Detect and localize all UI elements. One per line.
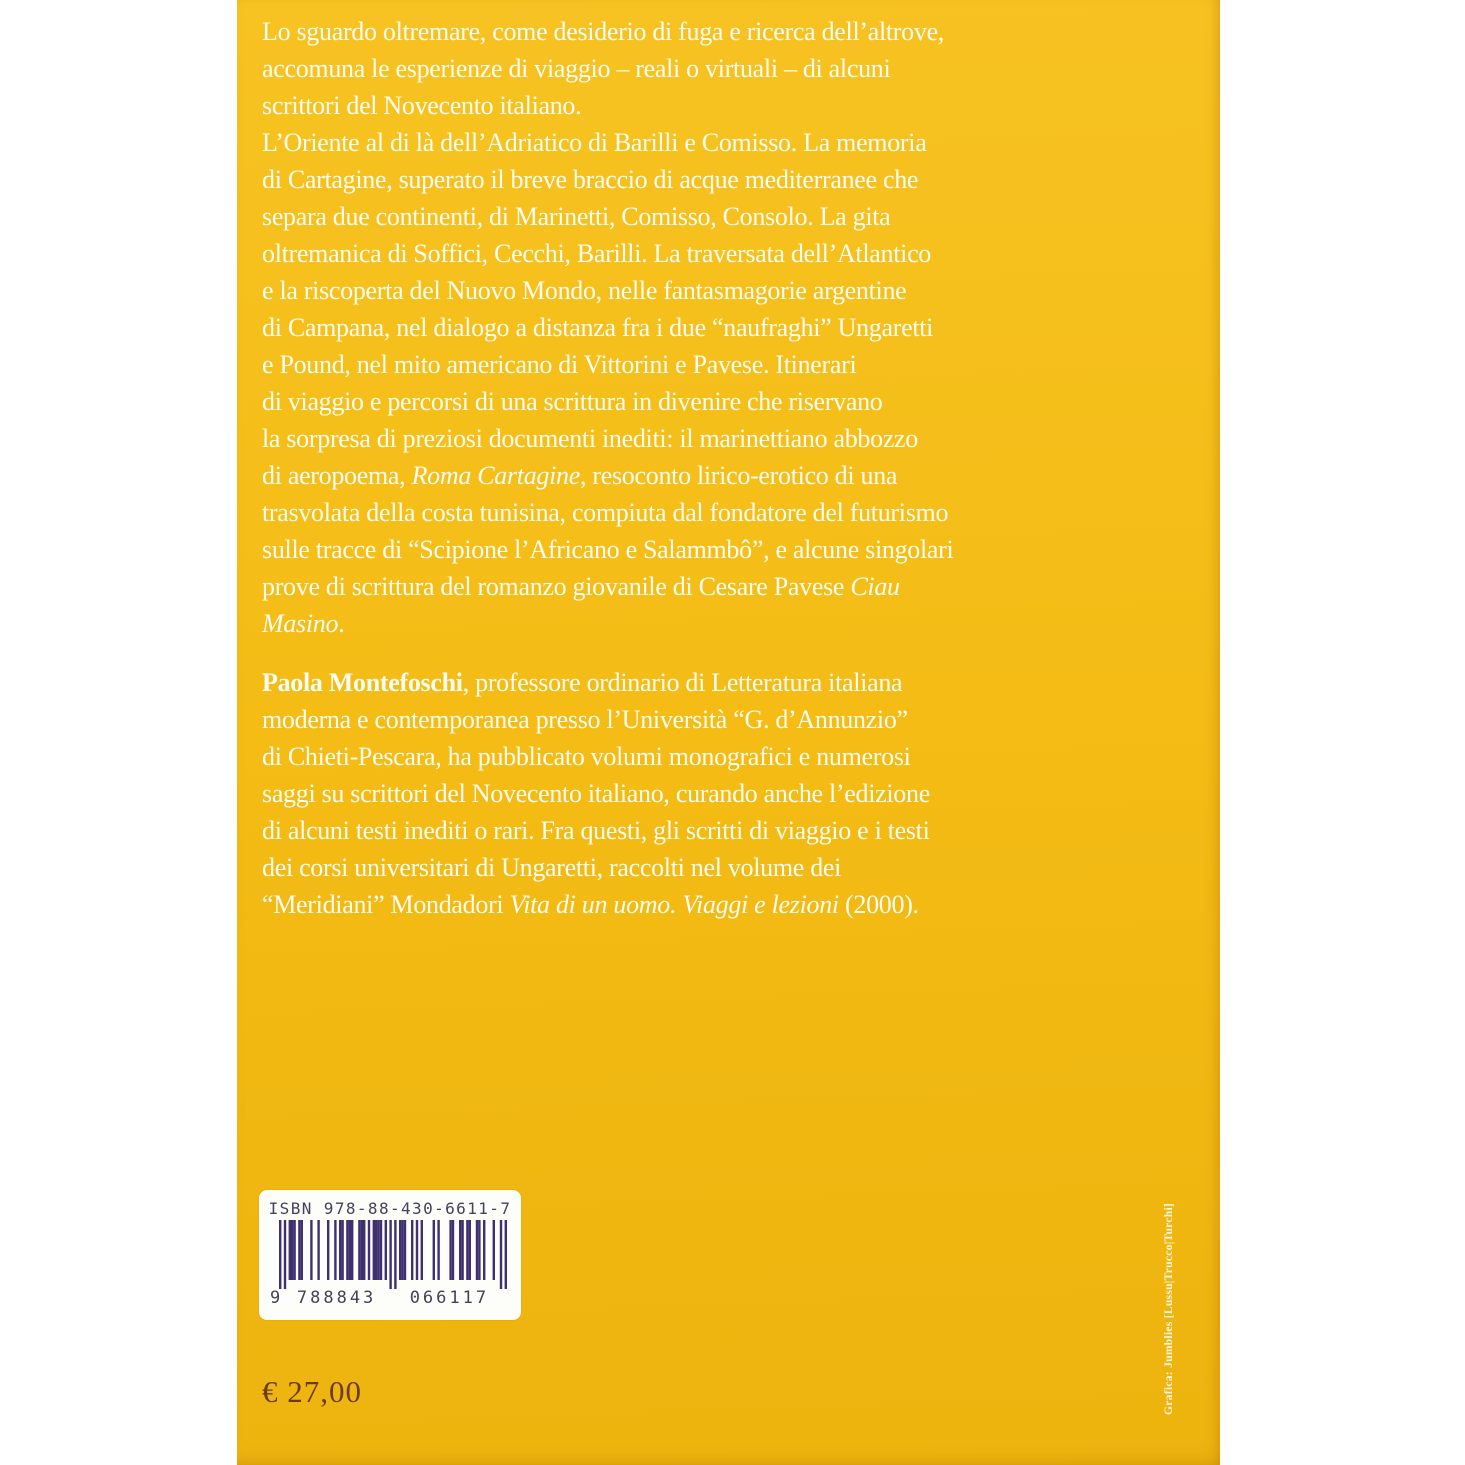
isbn-number-text: ISBN 978-88-430-6611-7: [268, 1199, 512, 1218]
text-segment: sulle tracce di “Scipione l’Africano e Salammbô”, e alcune singolari: [262, 535, 954, 564]
text-segment: di Cartagine, superato il breve braccio di acque mediterranee che: [262, 165, 919, 194]
text-segment: L’Oriente al di là dell’Adriatico di Barilli e Comisso. La memoria: [262, 128, 927, 157]
text-segment: saggi su scrittori del Novecento italiano, curando anche l’edizione: [262, 779, 930, 808]
text-segment: Vita di un uomo. Viaggi e lezioni: [509, 890, 839, 919]
text-line: [262, 50, 953, 87]
text-line: [262, 775, 930, 812]
text-line: [262, 235, 953, 272]
text-segment: scrittori del Novecento italiano.: [262, 91, 582, 120]
text-segment: accomuna le esperienze di viaggio – reali o virtuali – di alcuni: [262, 54, 891, 83]
text-segment: (2000).: [838, 890, 919, 919]
text-line: [262, 849, 930, 886]
text-segment: Lo sguardo oltremare, come desiderio di fuga e ricerca dell’altrove,: [262, 17, 945, 46]
text-line: [262, 124, 953, 161]
text-segment: , professore ordinario di Letteratura italiana: [462, 668, 903, 697]
text-segment: e la riscoperta del Nuovo Mondo, nelle fantasmagorie argentine: [262, 276, 907, 305]
text-segment: di aeropoema,: [262, 461, 412, 490]
text-line: [262, 272, 953, 309]
text-segment: .: [338, 609, 345, 638]
text-segment: di Campana, nel dialogo a distanza fra i due “naufraghi” Ungaretti: [262, 313, 934, 342]
price-label: € 27,00: [262, 1374, 362, 1409]
text-line: [262, 198, 953, 235]
text-line: [262, 346, 953, 383]
text-segment: separa due continenti, di Marinetti, Comisso, Consolo. La gita: [262, 202, 891, 231]
text-line: [262, 13, 953, 50]
text-line: [262, 457, 953, 494]
text-segment: trasvolata della costa tunisina, compiuta dal fondatore del futurismo: [262, 498, 949, 527]
barcode-digits: 9: [270, 1288, 284, 1308]
book-back-cover: [237, 0, 1220, 1465]
text-line: [262, 701, 930, 738]
text-segment: Roma Cartagine: [411, 461, 580, 490]
text-segment: “Meridiani” Mondadori: [262, 890, 510, 919]
text-line: [262, 568, 953, 605]
text-segment: dei corsi universitari di Ungaretti, raccolti nel volume dei: [262, 853, 842, 882]
text-segment: di alcuni testi inediti o rari. Fra questi, gli scritti di viaggio e i testi: [262, 816, 930, 845]
text-line: [262, 161, 953, 198]
text-line: [262, 886, 930, 923]
text-line: [262, 738, 930, 775]
barcode-digits: 066117: [409, 1288, 490, 1308]
text-segment: di viaggio e percorsi di una scrittura in divenire che riservano: [262, 387, 883, 416]
text-line: [262, 664, 930, 701]
text-line: [262, 812, 930, 849]
text-segment: moderna e contemporanea presso l’Università “G. d’Annunzio”: [262, 705, 908, 734]
text-line: [262, 605, 953, 642]
text-segment: la sorpresa di preziosi documenti inediti: il marinettiano abbozzo: [262, 424, 918, 453]
text-segment: di Chieti-Pescara, ha pubblicato volumi monografici e numerosi: [262, 742, 911, 771]
barcode-digits: 788843: [296, 1288, 377, 1308]
text-segment: prove di scrittura del romanzo giovanile di Cesare Pavese: [262, 572, 851, 601]
text-segment: e Pound, nel mito americano di Vittorini e Pavese. Itinerari: [262, 350, 857, 379]
design-credit-vertical: Grafica: Jumblies [Lussu|Trucco|Turchi]: [1163, 1202, 1175, 1415]
text-line: [262, 309, 953, 346]
isbn-barcode-label: [259, 1190, 521, 1320]
text-segment: , resoconto lirico-erotico di una: [579, 461, 898, 490]
text-line: [262, 531, 953, 568]
text-line: [262, 420, 953, 457]
synopsis-paragraph: [262, 13, 953, 642]
text-segment: Paola Montefoschi: [262, 668, 463, 697]
text-segment: Ciau: [850, 572, 900, 601]
text-segment: oltremanica di Soffici, Cecchi, Barilli. La traversata dell’Atlantico: [262, 239, 932, 268]
text-line: [262, 494, 953, 531]
text-segment: Masino: [262, 609, 339, 638]
barcode-graphic: [269, 1220, 511, 1308]
author-bio-paragraph: [262, 664, 930, 923]
text-line: [262, 383, 953, 420]
text-line: [262, 87, 953, 124]
